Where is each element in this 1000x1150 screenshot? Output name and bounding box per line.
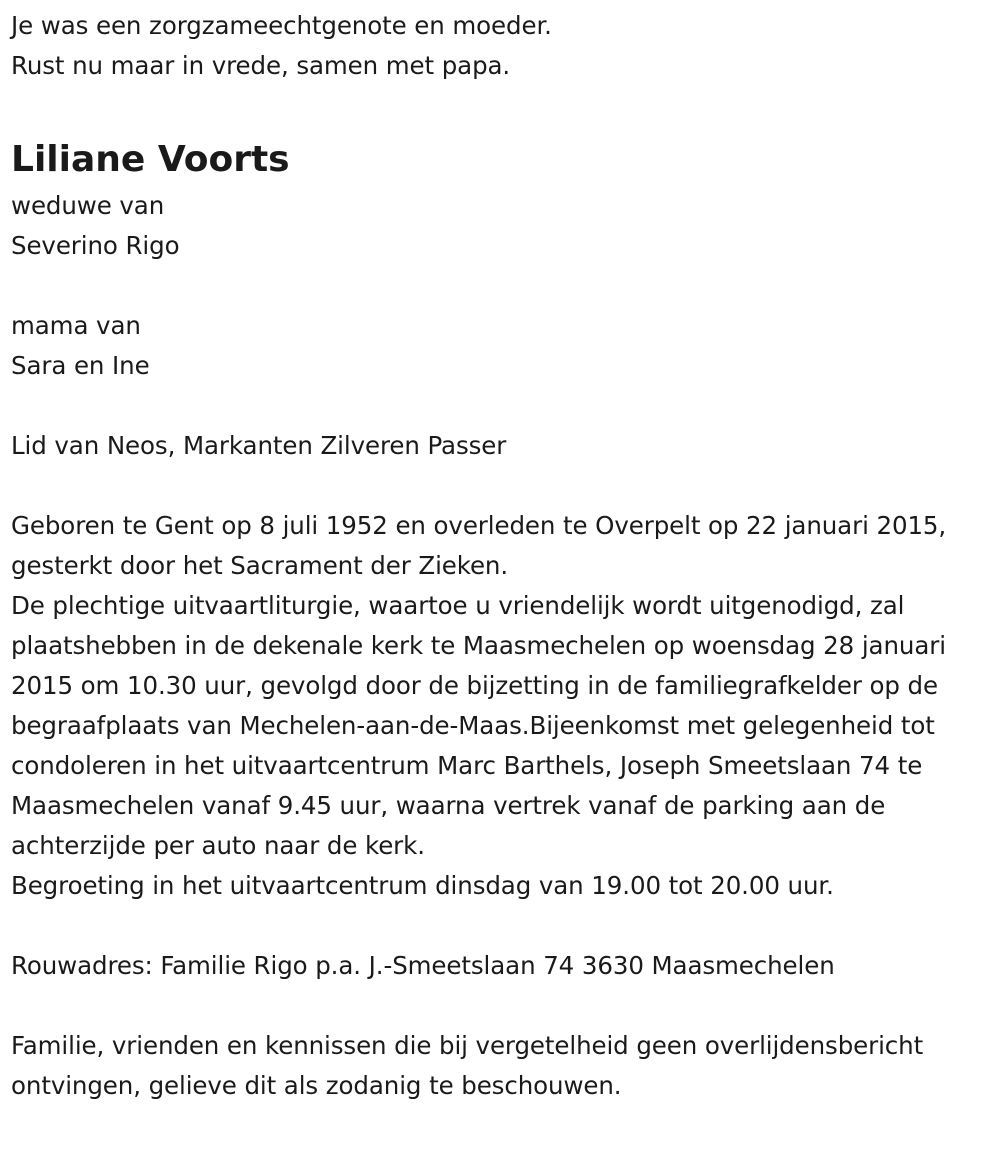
- birth-death-paragraph: Geboren te Gent op 8 juli 1952 en overleden te Overpelt op 22 januari 2015, gesterkt door het Sacrament der Zieken.: [11, 511, 947, 580]
- poem-line-2: Rust nu maar in vrede, samen met papa.: [11, 51, 511, 80]
- spacer: [11, 266, 996, 306]
- children-names: Sara en Ine: [11, 351, 150, 380]
- spouse-name: Severino Rigo: [11, 231, 180, 260]
- poem-line-1: Je was een zorgzameechtgenote en moeder.: [11, 11, 552, 40]
- widow-of-label: weduwe van: [11, 191, 165, 220]
- membership-text: Lid van Neos, Markanten Zilveren Passer: [11, 431, 507, 460]
- funeral-paragraph: De plechtige uitvaartliturgie, waartoe u vriendelijk wordt uitgenodigd, zal plaatshebben in de dekenale kerk te Maasmechelen op woensdag 28 januari 2015 om 10.30 uur, gevolgd door de bijzetting in de familiegrafkelder op de begraafplaats van Mechelen-aan-de-Maas.Bijeenkomst met gelegenheid tot condoleren in het uitvaartcentrum Marc Barthels, Joseph Smeetslaan 74 te Maasmechelen vanaf 9.45 uur, waarna vertrek vanaf de parking aan de achterzijde per auto naar de kerk.: [11, 591, 946, 860]
- spacer: [11, 986, 996, 1026]
- spacer: [11, 466, 996, 506]
- spacer: [11, 906, 996, 946]
- mother-of-label: mama van: [11, 311, 141, 340]
- deceased-name: Liliane Voorts: [11, 139, 290, 180]
- death-notice: [11, 6, 996, 1106]
- closing-paragraph: Familie, vrienden en kennissen die bij vergetelheid geen overlijdensbericht ontvingen, gelieve dit als zodanig te beschouwen.: [11, 1031, 924, 1100]
- greeting-paragraph: Begroeting in het uitvaartcentrum dinsdag van 19.00 tot 20.00 uur.: [11, 871, 834, 900]
- spacer: [11, 386, 996, 426]
- mourning-address: Rouwadres: Familie Rigo p.a. J.-Smeetslaan 74 3630 Maasmechelen: [11, 951, 835, 980]
